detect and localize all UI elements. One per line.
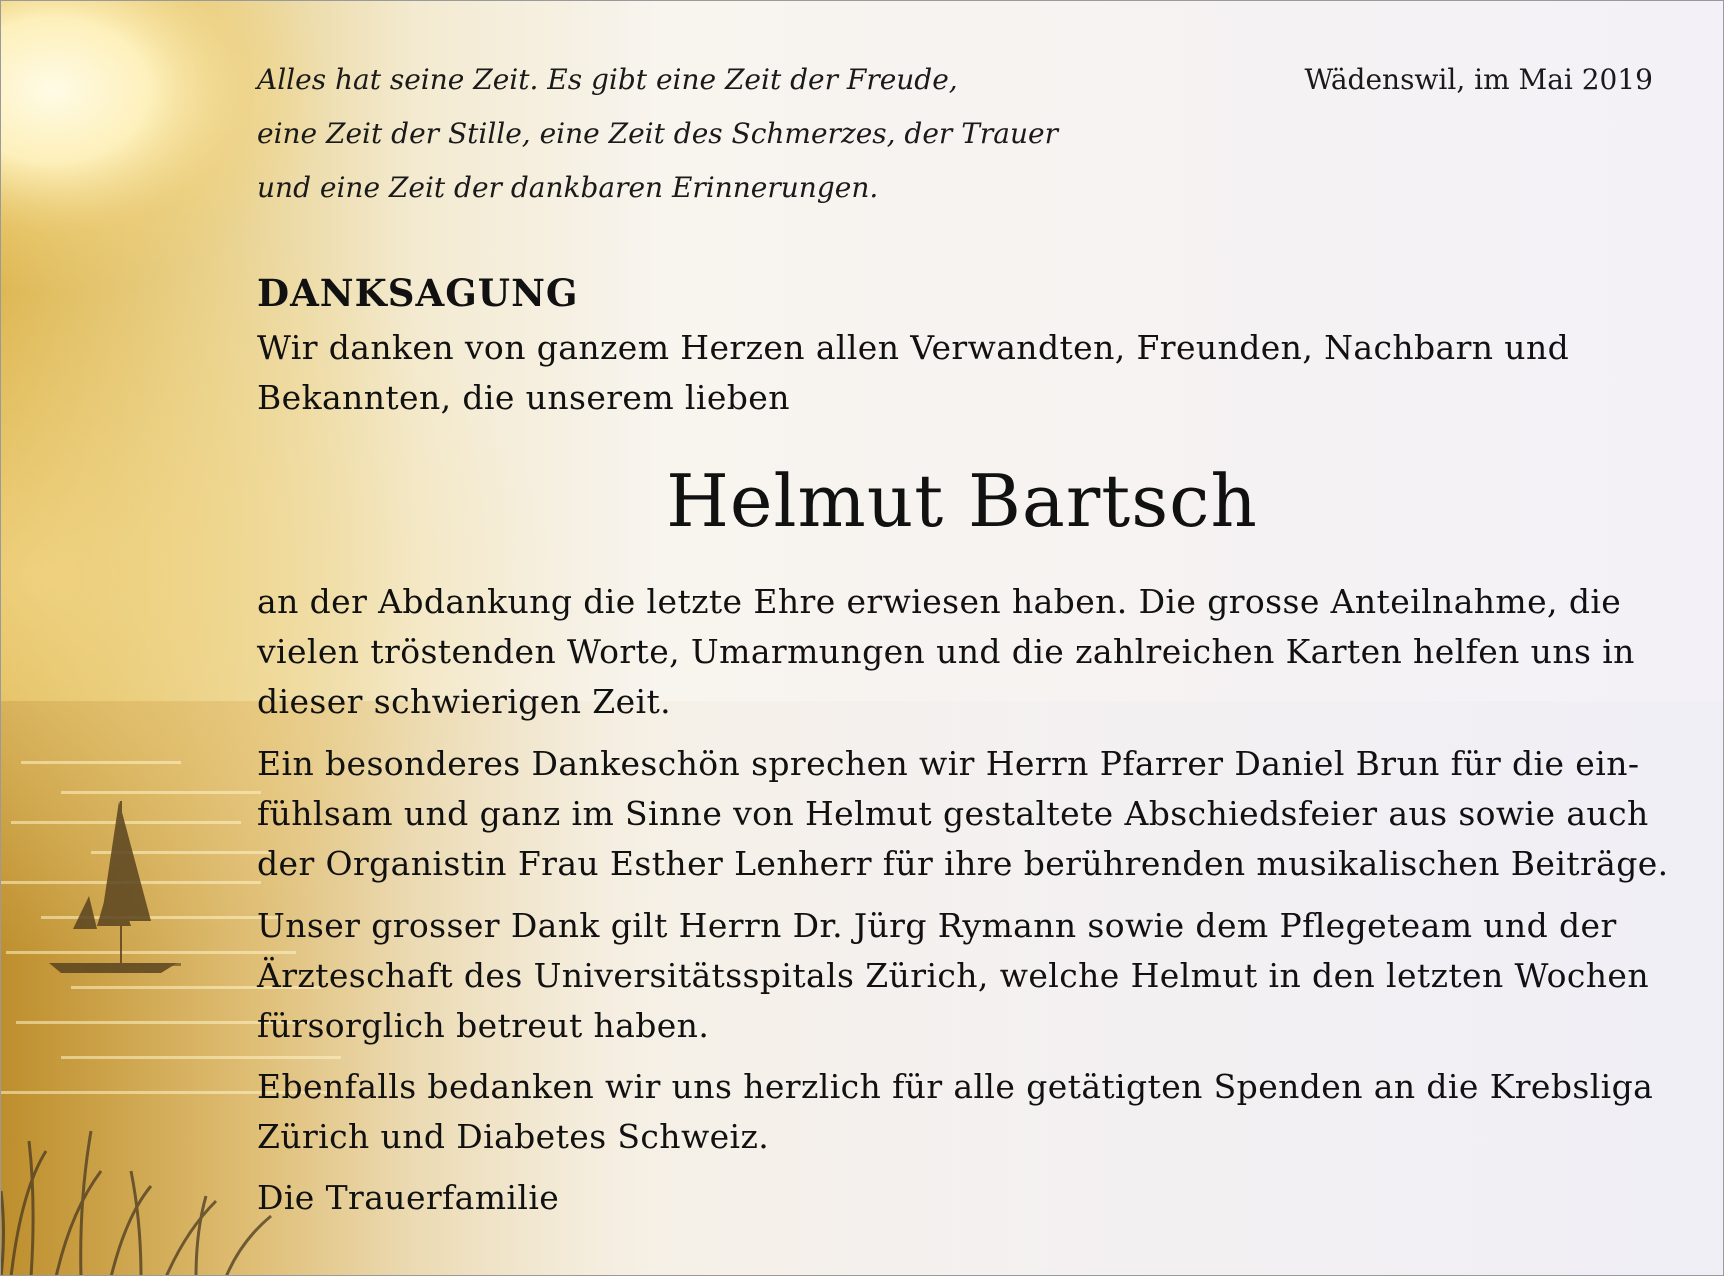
motto-line: eine Zeit der Stille, eine Zeit des Schmerzes, der Trauer <box>257 117 1058 150</box>
text-line: Zürich und Diabetes Schweiz. <box>257 1117 770 1156</box>
text-line: Ärzteschaft des Universitätsspitals Zürich, welche Helmut in den letzten Wochen <box>257 956 1649 995</box>
text-line: Ebenfalls bedanken wir uns herzlich für alle getätigten Spenden an die Krebsliga <box>257 1067 1654 1106</box>
motto-line: Alles hat seine Zeit. Es gibt eine Zeit der Freude, <box>257 63 958 96</box>
deceased-name: Helmut Bartsch <box>666 459 1258 543</box>
text-line: an der Abdankung die letzte Ehre erwiesen haben. Die grosse Anteilnahme, die <box>257 582 1622 621</box>
text-line: fühlsam und ganz im Sinne von Helmut gestaltete Abschiedsfeier aus sowie auch <box>257 794 1649 833</box>
intro-paragraph <box>257 323 1569 423</box>
place-and-date: Wädenswil, im Mai 2019 <box>1304 63 1653 96</box>
paragraph-pastor-organist <box>257 739 1669 889</box>
paragraph-doctors <box>257 901 1649 1051</box>
signature: Die Trauerfamilie <box>257 1178 560 1217</box>
text-line: Unser grosser Dank gilt Herrn Dr. Jürg Rymann sowie dem Pflegeteam und der <box>257 906 1617 945</box>
text-line: Ein besonderes Dankeschön sprechen wir Herrn Pfarrer Daniel Brun für die ein- <box>257 744 1640 783</box>
text-line: Wir danken von ganzem Herzen allen Verwandten, Freunden, Nachbarn und <box>257 328 1570 367</box>
paragraph-ceremony <box>257 577 1635 727</box>
paragraph-donations <box>257 1062 1653 1162</box>
text-line: fürsorglich betreut haben. <box>257 1006 710 1045</box>
text-line: vielen tröstenden Worte, Umarmungen und die zahlreichen Karten helfen uns in <box>257 632 1635 671</box>
motto-line: und eine Zeit der dankbaren Erinnerungen. <box>257 171 879 204</box>
heading-danksagung: DANKSAGUNG <box>257 271 579 315</box>
motto-quote <box>257 53 1058 215</box>
text-line: dieser schwierigen Zeit. <box>257 682 672 721</box>
text-line: Bekannten, die unserem lieben <box>257 378 790 417</box>
text-line: der Organistin Frau Esther Lenherr für ihre berührenden musikalischen Beiträge. <box>257 844 1669 883</box>
